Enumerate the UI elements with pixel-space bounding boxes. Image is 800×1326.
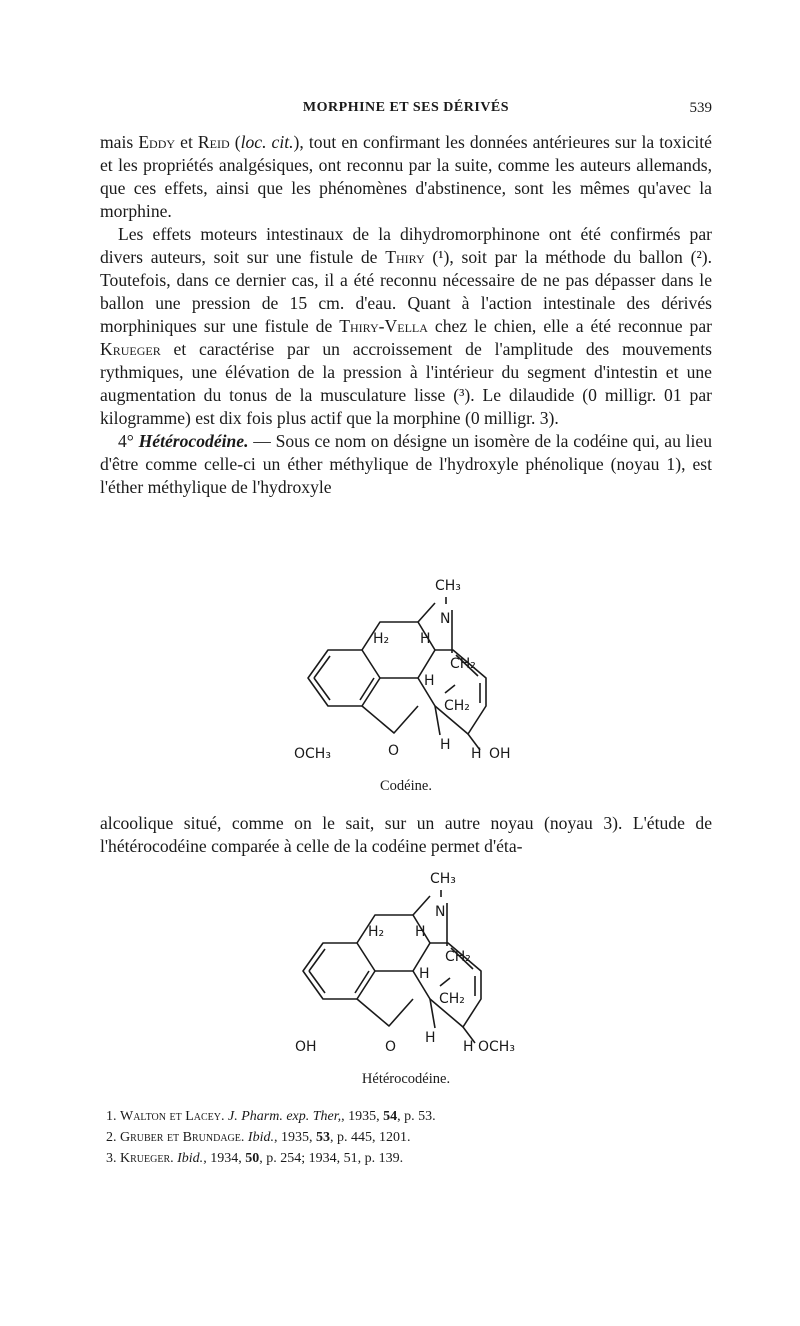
h-label: H [415,924,426,940]
paragraph-3: 4° Hétérocodéine. — Sous ce nom on désigne un isomère de la codéine qui, au lieu d'être comme celle-ci un éther méthylique de l'hydroxyle phénolique (noyau 1), est l'éther méthylique de l'hydroxyle [100,431,712,497]
h-label: H [419,966,430,982]
h2-label: H₂ [368,924,385,940]
author-thiry: Thiry [385,247,425,267]
h-label: H [420,631,431,647]
och3-label: OCH₃ [294,746,331,762]
h-label: H [440,737,451,753]
ch2-label: CH₂ [444,698,470,714]
n-atom-label: N [435,904,446,920]
author-krueger: Krueger [100,339,161,359]
footnote-ref-1: (¹) [432,247,450,267]
paragraph-4: alcoolique situé, comme on le sait, sur un autre noyau (noyau 3). L'étude de l'hétérocodéine comparée à celle de la codéine permet d'éta- [100,813,712,856]
author-reid: Reid [197,132,230,152]
codeine-caption: Codéine. [380,778,432,794]
footnote-3: 3. Krueger. Ibid., 1934, 50, p. 254; 1934, 51, p. 139. [106,1151,404,1166]
h-label: H [471,746,482,762]
footnote-ref-3: (³) [453,385,471,405]
section-title: Hétérocodéine. [138,431,249,451]
oh-label: OH [295,1039,317,1055]
footnote-1: 1. Walton et Lacey. J. Pharm. exp. Ther,, 1935, 54, p. 53. [106,1109,436,1124]
h-label: H [424,673,435,689]
ch2-label: CH₂ [439,991,465,1007]
heterocodeine-formula [285,868,525,1068]
footnote-ref-2: (²) [690,247,708,267]
ch2-label: CH₂ [450,656,476,672]
ch3-label: CH₃ [430,871,456,887]
footnote-2: 2. Gruber et Brundage. Ibid., 1935, 53, p. 445, 1201. [106,1130,411,1145]
ch2-label: CH₂ [445,949,471,965]
h2-label: H₂ [373,631,390,647]
heterocodeine-caption: Hétérocodéine. [361,1071,451,1087]
footnotes [100,1106,712,1169]
page-number: 539 [689,100,712,116]
ch3-label: CH₃ [435,578,461,594]
oh-label: OH [489,746,511,762]
paragraph-1: mais Eddy et Reid (loc. cit.), tout en confirmant les données antérieures sur la toxicité et les propriétés analgésiques, ont reconnu par la suite, comme les auteurs allemands, que ces effets, ainsi que les phénomènes d'abstinence, sont les mêmes qu'avec la morphine. [100,132,712,221]
h-label: H [463,1039,474,1055]
author-thiry-vella: Thiry-Vella [339,316,428,336]
o-atom-label: O [385,1039,397,1055]
och3-label: OCH₃ [478,1039,515,1055]
author-eddy: Eddy [138,132,176,152]
running-title: MORPHINE ET SES DÉRIVÉS [302,100,510,115]
codeine-formula [290,575,530,775]
page-header [100,100,712,124]
body-text-middle [100,812,712,858]
paragraph-2: Les effets moteurs intestinaux de la dihydromorphinone ont été confirmés par divers auteurs, soit sur une fistule de Thiry (¹), soit par la méthode du ballon (²). Toutefois, dans ce dernier cas, il a été reconnu nécessaire de ne pas dépasser dans le ballon une pression de 15 cm. d'eau. Quant à l'action intestinale des dérivés morphiniques sur une fistule de Thiry-Vella chez le chien, elle a été reconnue par Krueger et caractérise par un accroissement de l'amplitude des mouvements rythmiques, une élévation de la pression à l'intérieur du segment d'intestin et une augmentation du tonus de la musculature lisse (³). Le dilaudide (0 milligr. 01 par kilogramme) est dix fois plus actif que la morphine (0 milligr. 3). [100,224,712,428]
n-atom-label: N [440,611,451,627]
h-label: H [425,1030,436,1046]
section-number: 4° [118,431,134,451]
o-atom-label: O [388,743,400,759]
loc-cit: loc. cit. [240,132,294,152]
body-text-upper [100,131,712,499]
